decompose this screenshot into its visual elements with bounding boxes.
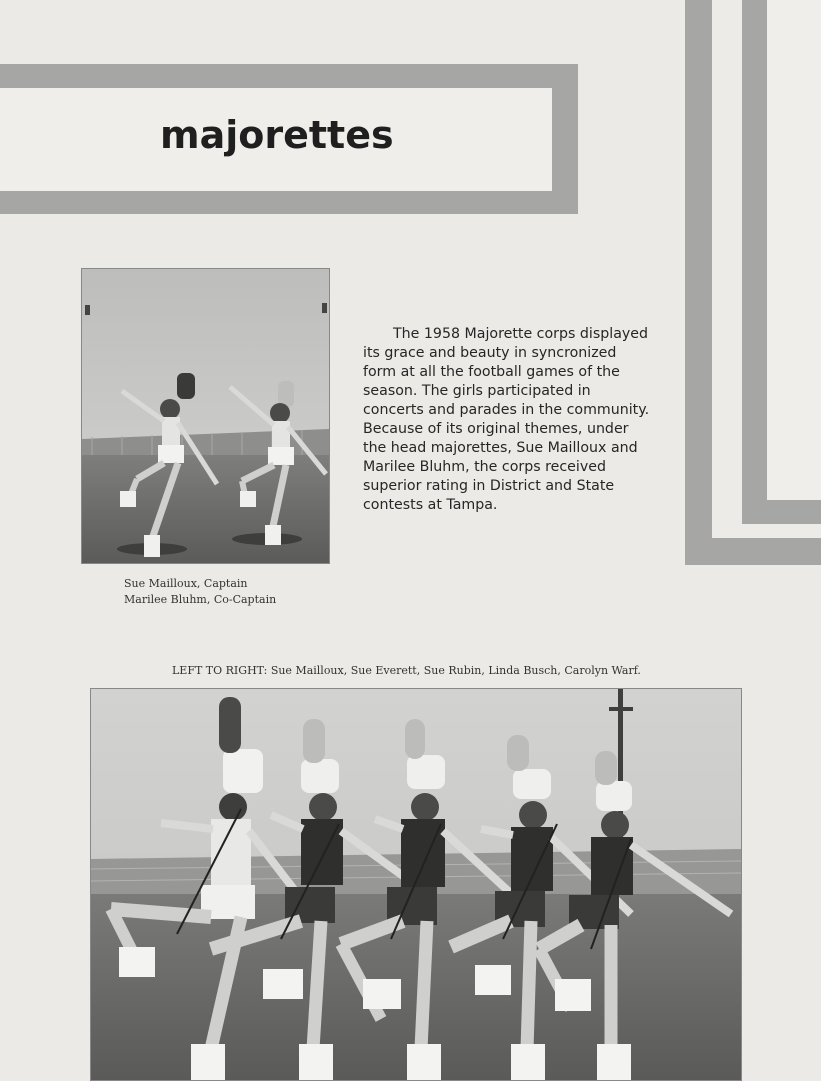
captains-caption xyxy=(124,576,276,608)
page-title: majorettes xyxy=(160,113,394,157)
group-caption xyxy=(172,664,641,677)
group-photo xyxy=(90,688,742,1081)
captain-line: Sue Mailloux, Captain xyxy=(124,577,248,590)
group-caption-names: Sue Mailloux, Sue Everett, Sue Rubin, Linda Busch, Carolyn Warf. xyxy=(270,664,641,677)
intro-text: The 1958 Majorette corps displayed its grace and beauty in syncronized form at all the football games of the season. The girls participated in concerts and parades in the community. Because of its original themes, under the head majorettes, Sue Mailloux and Marilee Bluhm, the corps received superior rating in District and State contests at Tampa. xyxy=(363,326,650,513)
intro-paragraph xyxy=(363,325,653,515)
co-captain-line: Marilee Bluhm, Co-Captain xyxy=(124,593,277,606)
decorative-stripe-gap xyxy=(767,0,821,500)
group-caption-label: LEFT TO RIGHT: xyxy=(172,664,268,677)
captains-photo xyxy=(81,268,330,564)
